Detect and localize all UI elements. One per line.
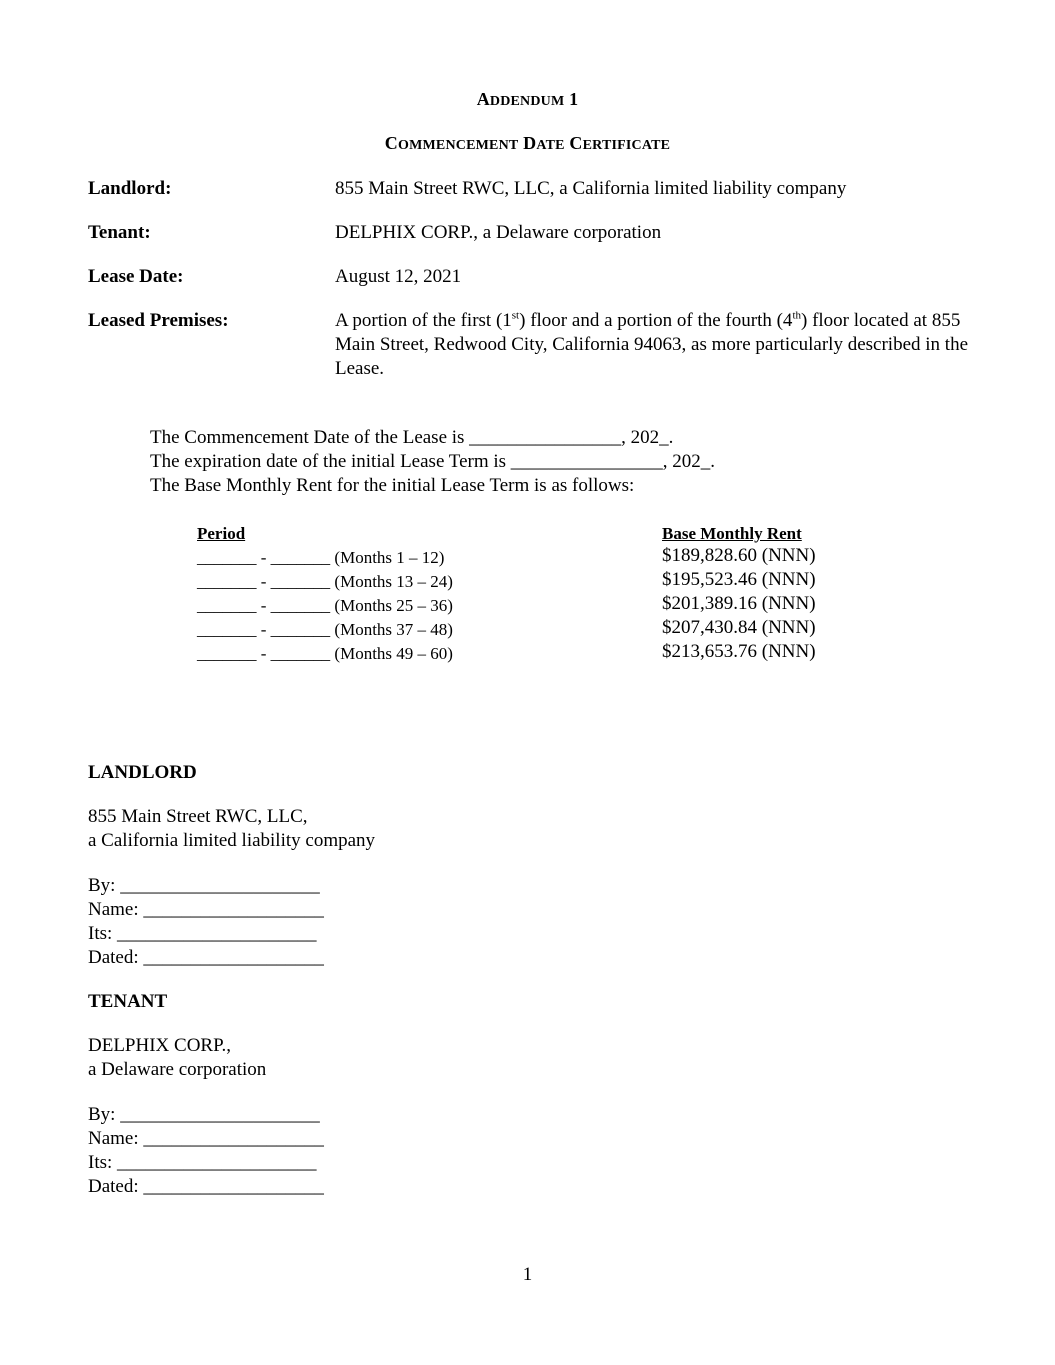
premises-text-3: ) floor located at 855 Main Street, Redwood City, California 94063, as more particularly described in the Lease. bbox=[335, 310, 969, 379]
tenant-name-line2: a Delaware corporation bbox=[88, 1059, 267, 1080]
cert-word2-first: D bbox=[523, 133, 537, 153]
landlord-name-line2: a California limited liability company bbox=[88, 830, 376, 851]
table-row-rent: $213,653.76 (NNN) bbox=[662, 641, 816, 662]
cert-word2-rest: ATE bbox=[536, 138, 565, 153]
landlord-label: Landlord: bbox=[88, 178, 172, 199]
table-row-period: _______ - _______ (Months 37 – 48) bbox=[197, 620, 453, 639]
premises-text-2: ) floor and a portion of the fourth (4 bbox=[519, 310, 793, 331]
tenant-dated-line: Dated: ___________________ bbox=[88, 1176, 324, 1197]
table-row-rent: $207,430.84 (NNN) bbox=[662, 617, 816, 638]
table-row-rent: $195,523.46 (NNN) bbox=[662, 569, 816, 590]
premises-sup-2: th bbox=[792, 309, 801, 322]
premises-text-1: A portion of the first (1 bbox=[335, 310, 512, 331]
table-row-rent: $189,828.60 (NNN) bbox=[662, 545, 816, 566]
landlord-value: 855 Main Street RWC, LLC, a California limited liability company bbox=[335, 178, 847, 199]
table-row-period: _______ - _______ (Months 1 – 12) bbox=[197, 548, 445, 567]
cert-word3-rest: ERTIFICATE bbox=[582, 138, 671, 153]
landlord-dated-line: Dated: ___________________ bbox=[88, 947, 324, 968]
addendum-number: 1 bbox=[564, 89, 579, 109]
tenant-heading: TENANT bbox=[88, 991, 168, 1012]
leased-premises-label: Leased Premises: bbox=[88, 310, 229, 331]
tenant-label: Tenant: bbox=[88, 222, 151, 243]
premises-sup-1: st bbox=[511, 309, 520, 322]
expiration-statement: The expiration date of the initial Lease Term is ________________, 202_. bbox=[150, 451, 716, 472]
lease-date-label: Lease Date: bbox=[88, 266, 184, 287]
landlord-name-line: Name: ___________________ bbox=[88, 899, 324, 920]
addendum-heading bbox=[0, 89, 1055, 110]
tenant-name-line: Name: ___________________ bbox=[88, 1128, 324, 1149]
cert-word3-first: C bbox=[569, 133, 583, 153]
landlord-heading: LANDLORD bbox=[88, 762, 197, 783]
tenant-its-line: Its: _____________________ bbox=[88, 1152, 317, 1173]
landlord-by-line: By: _____________________ bbox=[88, 875, 320, 896]
table-row-period: _______ - _______ (Months 25 – 36) bbox=[197, 596, 453, 615]
tenant-value: DELPHIX CORP., a Delaware corporation bbox=[335, 222, 662, 243]
addendum-first-letter: A bbox=[476, 89, 490, 109]
rent-intro-statement: The Base Monthly Rent for the initial Lease Term is as follows: bbox=[150, 475, 635, 496]
certificate-heading bbox=[0, 133, 1055, 154]
leased-premises-value bbox=[335, 309, 975, 381]
rent-header: Base Monthly Rent bbox=[662, 524, 802, 543]
tenant-name-line1: DELPHIX CORP., bbox=[88, 1035, 232, 1056]
addendum-rest: DDENDUM bbox=[489, 94, 565, 109]
commencement-statement: The Commencement Date of the Lease is ________________, 202_. bbox=[150, 427, 674, 448]
period-header: Period bbox=[197, 524, 246, 543]
table-row-period: _______ - _______ (Months 13 – 24) bbox=[197, 572, 453, 591]
table-row-period: _______ - _______ (Months 49 – 60) bbox=[197, 644, 453, 663]
landlord-name-line1: 855 Main Street RWC, LLC, bbox=[88, 806, 308, 827]
cert-word1-rest: OMMENCEMENT bbox=[398, 138, 519, 153]
table-row-rent: $201,389.16 (NNN) bbox=[662, 593, 816, 614]
page-number: 1 bbox=[522, 1264, 533, 1285]
lease-date-value: August 12, 2021 bbox=[335, 266, 462, 287]
landlord-its-line: Its: _____________________ bbox=[88, 923, 317, 944]
cert-word1-first: C bbox=[384, 133, 398, 153]
tenant-by-line: By: _____________________ bbox=[88, 1104, 320, 1125]
